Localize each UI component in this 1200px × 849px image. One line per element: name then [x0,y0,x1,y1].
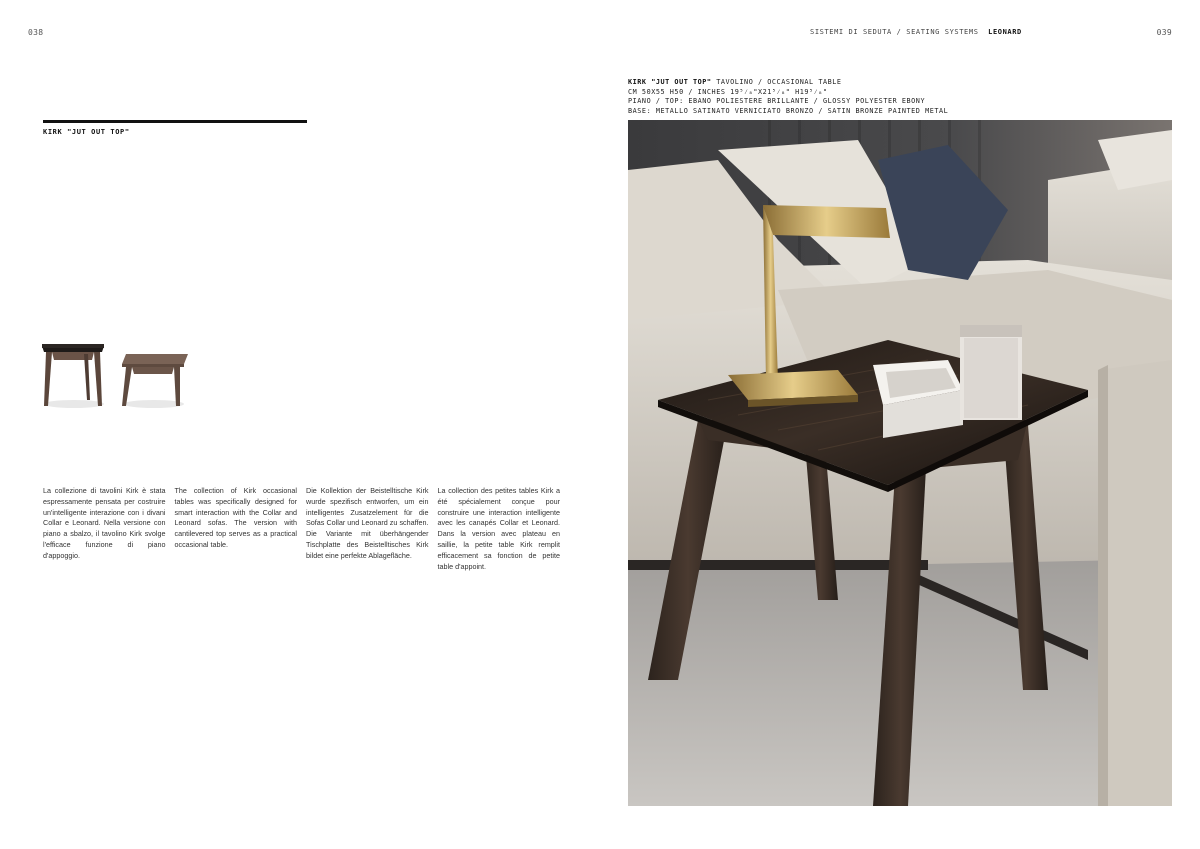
body-text-english: The collection of Kirk occasional tables was specifically designed for smart interaction with the Collar and Leonard sofas. The version with cantilevered top serves as a practical occasional table. [174,486,297,549]
product-photo [628,120,1172,806]
title-rule [43,120,307,123]
running-header [810,28,1022,36]
spec-product-type: TAVOLINO / OCCASIONAL TABLE [711,78,842,86]
body-text-italian: La collezione di tavolini Kirk è stata espressamente pensata per costruire un'intelligente interazione con i divani Collar e Leonard. Nella versione con piano a sbalzo, il tavolino Kirk svolge l'efficace funzione di piano d'appoggio. [43,486,166,560]
body-text-columns [43,486,560,572]
header-collection: LEONARD [988,28,1022,36]
spec-line-top: PIANO / TOP: EBANO POLIESTERE BRILLANTE / GLOSSY POLYESTER EBONY [628,97,926,106]
kirk-table-bronze-thumbnail [118,350,190,410]
product-title: KIRK "JUT OUT TOP" [43,128,130,136]
page-number-right: 039 [1156,28,1172,37]
page-number-left: 038 [28,28,44,37]
body-text-german: Die Kollektion der Beistelltische Kirk wurde spezifisch entworfen, um ein intelligentes Zusatzelement für die Sofas Collar und Leonard zu schaffen. Die Variante mit überhängender Tischplatte des Beistelltisches Kirk bildet eine perfekte Ablagefläche. [306,486,429,560]
spec-block [628,78,948,116]
spec-product-name: KIRK "JUT OUT TOP" [628,78,712,86]
header-section: SISTEMI DI SEDUTA / SEATING SYSTEMS [810,28,979,36]
spec-line-base: BASE: METALLO SATINATO VERNICIATO BRONZO / SATIN BRONZE PAINTED METAL [628,106,949,115]
spec-line-dimensions: CM 50X55 H50 / INCHES 19⁵⁄₈"X21⁵⁄₈" H19⁵⁄₈" [628,87,828,96]
kirk-table-dark-thumbnail [40,340,106,410]
body-text-french: La collection des petites tables Kirk a été spécialement conçue pour construire une interaction intelligente avec les canapés Collar et Leonard. Dans la version avec plateau en saillie, la petite table Kirk remplit efficacement sa fonction de petite table d'appoint. [437,486,560,571]
spec-line-name [628,78,948,88]
